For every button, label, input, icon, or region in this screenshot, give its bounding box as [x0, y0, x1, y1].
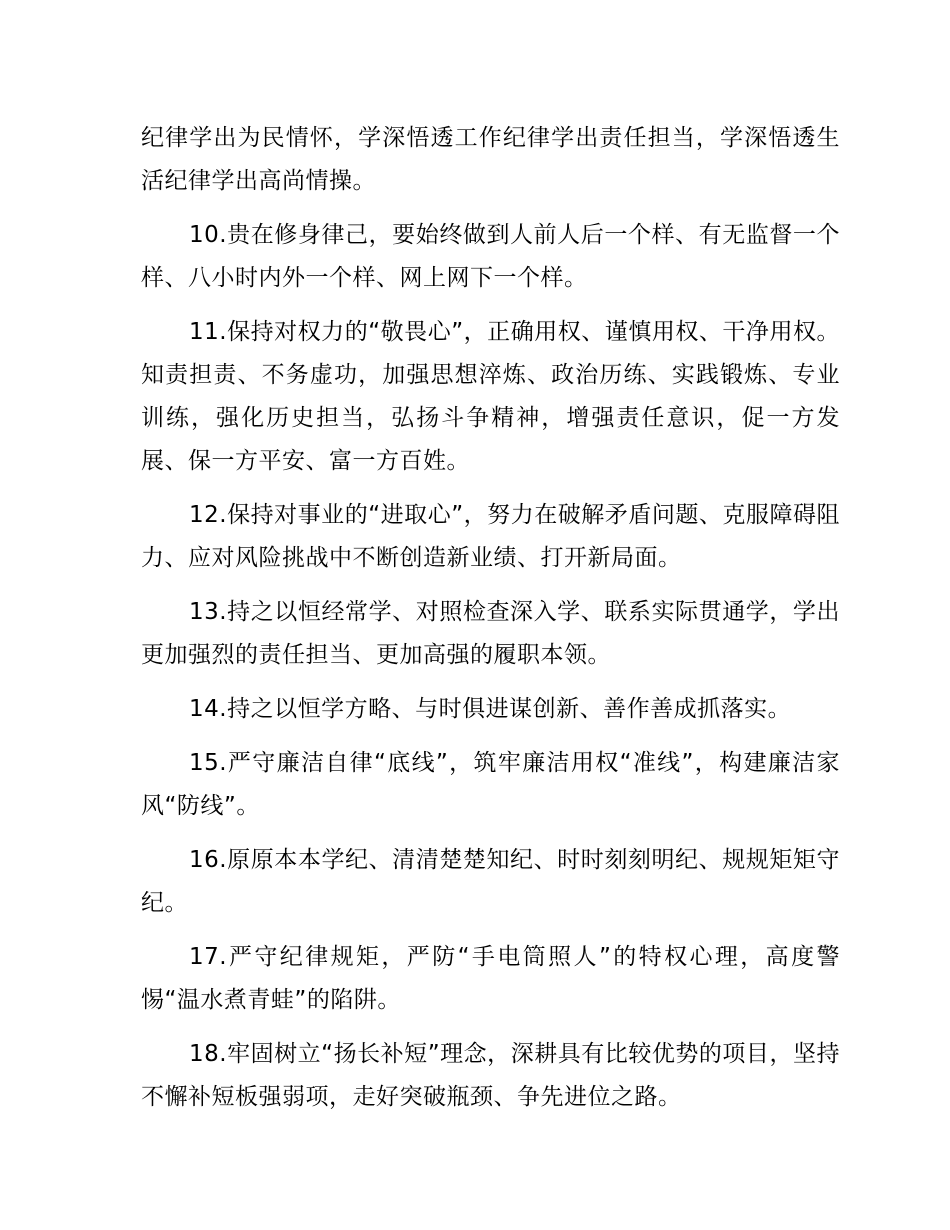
paragraph-item-18: 18.牢固树立“扬长补短”理念，深耕具有比较优势的项目，坚持不懈补短板强弱项，走好突破瓶颈、争先进位之路。	[141, 1041, 840, 1110]
paragraph-item-10: 10.贵在修身律己，要始终做到人前人后一个样、有无监督一个样、八小时内外一个样、网上网下一个样。	[141, 222, 840, 291]
paragraph-item-14: 14.持之以恒学方略、与时俱进谋创新、善作善成抓落实。	[189, 696, 792, 722]
paragraph-item-11: 11.保持对权力的“敬畏心”，正确用权、谨慎用权、干净用权。知责担责、不务虚功，加强思想淬炼、政治历练、实践锻炼、专业训练，强化历史担当，弘扬斗争精神，增强责任意识，促一方发展、保一方平安、富一方百姓。	[141, 319, 840, 474]
paragraph-continuation: 纪律学出为民情怀，学深悟透工作纪律学出责任担当，学深悟透生活纪律学出高尚情操。	[141, 125, 840, 194]
paragraph-item-12: 12.保持对事业的“进取心”，努力在破解矛盾问题、克服障碍阻力、应对风险挑战中不断创造新业绩、打开新局面。	[141, 502, 840, 571]
paragraph-item-16: 16.原原本本学纪、清清楚楚知纪、时时刻刻明纪、规规矩矩守纪。	[141, 847, 840, 916]
paragraph-item-13: 13.持之以恒经常学、对照检查深入学、联系实际贯通学，学出更加强烈的责任担当、更加高强的履职本领。	[141, 599, 840, 668]
paragraph-item-17: 17.严守纪律规矩，严防“手电筒照人”的特权心理，高度警惕“温水煮青蛙”的陷阱。	[141, 944, 840, 1013]
paragraph-item-15: 15.严守廉洁自律“底线”，筑牢廉洁用权“准线”，构建廉洁家风“防线”。	[141, 750, 840, 819]
